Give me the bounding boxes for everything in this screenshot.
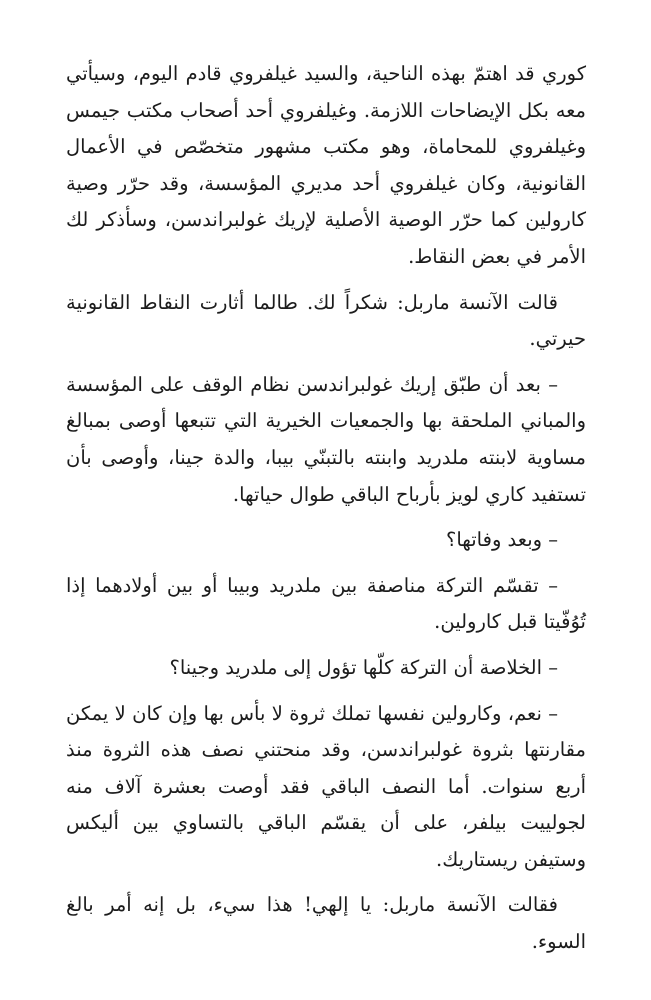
paragraph-1: كوري قد اهتمّ بهذه الناحية، والسيد غيلفروي قادم اليوم، وسيأتي معه بكل الإيضاحات اللازمة. وغيلفروي أحد أصحاب مكتب جيمس وغيلفروي للمحاماة، وهو مكتب مشهور متخصّص في الأعمال القانونية، وكان غيلفروي أحد مديري المؤسسة، وقد حرّر وصية كارولين كما حرّر الوصية الأصلية لإريك غولبراندسن، وسأذكر لك الأمر في بعض النقاط. xyxy=(66,62,586,268)
paragraph-3: – بعد أن طبّق إريك غولبراندسن نظام الوقف على المؤسسة والمباني الملحقة بها والجمعيات الخيرية التي تتبعها أوصى بمبالغ مساوية لابنته ملدريد وابنته بالتبنّي بيبا، والدة جينا، وأوصى بأن تستفيد كاري لويز بأرباح الباقي طوال حياتها. xyxy=(66,372,586,506)
paragraph-5: – تقسّم التركة مناصفة بين ملدريد وبيبا أو بين أولادهما إذا تُوُفّيتا قبل كارولين. xyxy=(66,573,586,634)
paragraph-2: قالت الآنسة ماربل: شكراً لك. طالما أثارت النقاط القانونية حيرتي. xyxy=(66,290,586,351)
paragraph-8: فقالت الآنسة ماربل: يا إلهي! هذا سيء، بل إنه أمر بالغ السوء. xyxy=(66,893,586,954)
paragraph-6: – الخلاصة أن التركة كلّها تؤول إلى ملدريد وجينا؟ xyxy=(169,655,558,679)
book-page-text xyxy=(66,56,586,970)
paragraph-7: – نعم، وكارولين نفسها تملك ثروة لا بأس بها وإن كان لا يمكن مقارنتها بثروة غولبراندسن، وقد منحتني نصف هذه الثروة منذ أربع سنوات. أما النصف الباقي فقد أوصت بعشرة آلاف منه لجولييت بيلفر، على أن يقسّم الباقي بالتساوي بين أليكس وستيفن ريستاريك. xyxy=(66,701,586,871)
paragraph-4: – وبعد وفاتها؟ xyxy=(445,528,558,552)
